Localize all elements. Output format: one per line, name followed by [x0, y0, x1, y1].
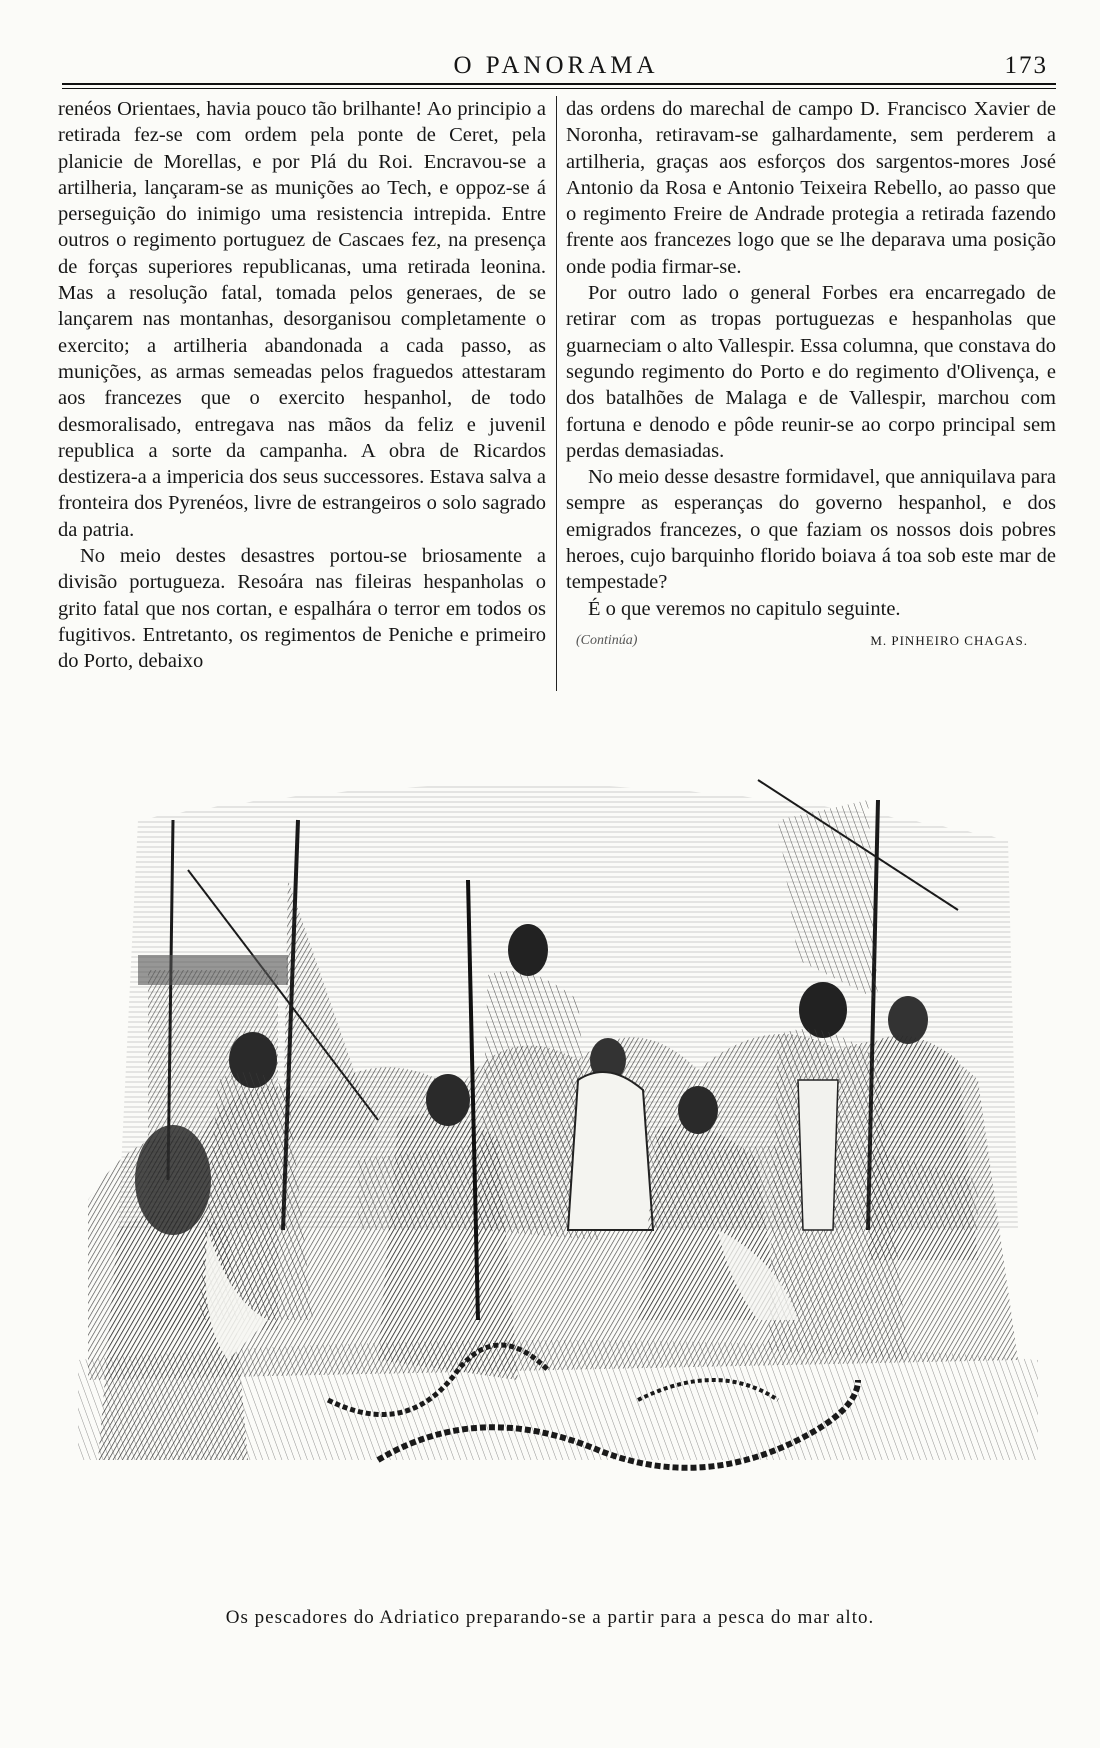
right-paragraph-2: Por outro lado o general Forbes era encarregado de retirar com as tropas portuguezas e hespanholas que guarneciam o alto Vallespir. Essa columna, que constava do segundo regimento do Porto e do regimento d'Olivença, e dos batalhões de Malaga e de Vallespir, marchou com fortuna e denodo e pôde reunir-se ao corpo principal sem perdas demasiadas.: [566, 282, 1056, 462]
engraving-illustration: [78, 760, 1038, 1575]
left-column: [58, 96, 546, 675]
left-paragraph-2: No meio destes desastres portou-se briosamente a divisão portugueza. Resoára nas fileiras hespanholas o grito fatal que nos cortan, e espalhára o terror em todos os fugitivos. Entretanto, os regimentos de Peniche e primeiro do Porto, debaixo: [58, 545, 546, 673]
continua-note: (Continúa): [576, 632, 638, 648]
right-paragraph-4: É o que veremos no capitulo seguinte.: [588, 597, 901, 620]
header-rule-thin: [62, 88, 1056, 89]
header-rule: [62, 83, 1056, 85]
column-divider: [556, 96, 557, 691]
engraving-image: [78, 760, 1038, 1575]
illustration-caption: Os pescadores do Adriatico preparando-se a partir para a pesca do mar alto.: [225, 1607, 875, 1628]
author-signature: M. PINHEIRO CHAGAS.: [870, 632, 1028, 648]
signature-row: [566, 624, 1056, 650]
right-column: [566, 96, 1056, 650]
page-header: [56, 48, 1056, 84]
right-paragraph-3: No meio desse desastre formidavel, que anniquilava para sempre as esperanças do governo hespanhol, e dos emigrados francezes, o que faziam os nossos dois pobres heroes, cujo barquinho florido boiava á toa sob este mar de tempestade?: [566, 466, 1056, 594]
page-number: 173: [1004, 52, 1048, 79]
journal-title: O PANORAMA: [453, 52, 659, 79]
right-paragraph-1: das ordens do marechal de campo D. Francisco Xavier de Noronha, retiravam-se galhardamente, sem perderem a artilheria, graças aos esforços dos sargentos-mores José Antonio da Rosa e Antonio Teixeira Rebello, ao passo que o regimento Freire de Andrade protegia a retirada fazendo frente aos francezes logo que se lhe deparava uma posição onde podia firmar-se.: [566, 98, 1056, 278]
left-paragraph-1: renéos Orientaes, havia pouco tão brilhante! Ao principio a retirada fez-se com ordem pela ponte de Ceret, pela planicie de Morellas, e por Plá du Roi. Encravou-se a artilheria, lançaram-se as munições ao Tech, e oppoz-se á perseguição do inimigo uma resistencia intrepida. Entre outros o regimento portuguez de Cascaes fez, na presença de forças superiores republicanas, uma retirada leonina. Mas a resolução fatal, tomada pelos generaes, de se lançarem nas montanhas, desorganisou completamente o exercito; a artilheria abandonada a cada passo, as munições, as armas semeadas pelos fraguedos attestaram aos francezes que o exercito hespanhol, de todo desmoralisado, entregava nas mãos da feliz e juvenil republica a sorte da campanha. A obra de Ricardos destizera-a a impericia dos seus successores. Estava salva a fronteira dos Pyrenéos, livre de estrangeiros o solo sagrado da patria.: [58, 98, 546, 541]
